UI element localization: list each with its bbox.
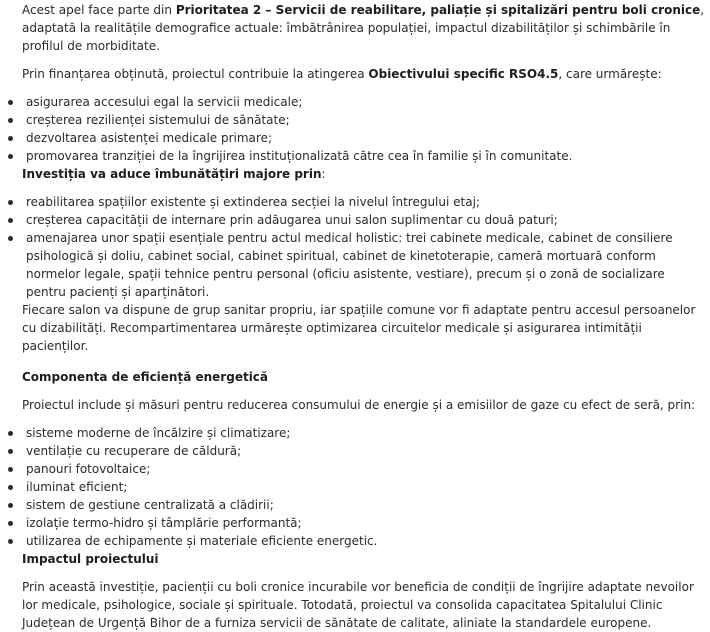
- priority-highlight: Prioritatea 2 – Servicii de reabilitare, paliație și spitalizări pentru boli cronice: [175, 3, 701, 17]
- objectives-list: [22, 93, 706, 165]
- list-item: promovarea tranziției de la îngrijirea instituționalizată către cea în familie și în comunitate.: [13, 147, 706, 165]
- list-item: amenajarea unor spații esențiale pentru actul medical holistic: trei cabinete medicale, cabinet de consiliere psihologică și doliu, cabinet social, cabinet spiritual, cabinet de kinetoterapie, cameră mortuară conform normelor legale, spații tehnice pentru personal (oficiu asistente, vestiare), precum și o zonă de socializare pentru pacienți și aparținători.: [13, 229, 706, 301]
- list-item: sistem de gestiune centralizată a clădirii;: [13, 496, 706, 514]
- list-item: dezvoltarea asistenței medicale primare;: [13, 129, 706, 147]
- list-item: iluminat eficient;: [13, 478, 706, 496]
- article-content: [0, 1, 710, 632]
- investment-list: [22, 193, 706, 301]
- list-item: reabilitarea spațiilor existente și extinderea secției la nivelul întregului etaj;: [13, 193, 706, 211]
- energy-paragraph: Proiectul include și măsuri pentru reducerea consumului de energie și a emisiilor de gaze cu efect de seră, prin:: [22, 398, 696, 412]
- list-item: izolație termo-hidro și tâmplărie performantă;: [13, 514, 706, 532]
- list-item: sisteme moderne de încălzire și climatizare;: [13, 424, 706, 442]
- impact-heading: Impactul proiectului: [22, 552, 159, 566]
- energy-list: [22, 424, 706, 550]
- salon-paragraph: Fiecare salon va dispune de grup sanitar propriu, iar spațiile comune vor fi adaptate pentru accesul persoanelor cu dizabilități. Recompartimentarea urmărește optimizarea circuitelor medicale și asigurarea intimității pacienților.: [22, 303, 696, 353]
- list-item: creșterea rezilienței sistemului de sănătate;: [13, 111, 706, 129]
- impact-paragraph: Prin această investiție, pacienții cu boli cronice incurabile vor beneficia de condiții de îngrijire adaptate nevoilor lor medicale, psihologice, sociale și spirituale. Totodată, proiectul va consolida capacitatea Spitalului Clinic Județean de Urgență Bihor de a furniza servicii de sănătate de calitate, aliniate la standardele europene.: [22, 580, 694, 630]
- energy-heading: Componenta de eficiență energetică: [22, 370, 269, 384]
- list-item: panouri fotovoltaice;: [13, 460, 706, 478]
- list-item: asigurarea accesului egal la servicii medicale;: [13, 93, 706, 111]
- intro-paragraph: Acest apel face parte din Prioritatea 2 – Servicii de reabilitare, paliație și spitalizări pentru boli cronice, adaptată la realitățile demografice actuale: îmbătrânirea populației, impactul dizabilităților și schimbările în profilul de morbiditate.: [22, 3, 705, 53]
- list-item: ventilație cu recuperare de căldură;: [13, 442, 706, 460]
- objective-highlight: Obiectivului specific RSO4.5: [368, 67, 559, 81]
- list-item: creșterea capacității de internare prin adăugarea unui salon suplimentar cu două paturi;: [13, 211, 706, 229]
- funding-paragraph: Prin finanțarea obținută, proiectul contribuie la atingerea Obiectivului specific RSO4.5, care urmărește:: [22, 67, 662, 81]
- investment-heading: Investiția va aduce îmbunătățiri majore prin:: [22, 167, 326, 181]
- list-item: utilizarea de echipamente și materiale eficiente energetic.: [13, 532, 706, 550]
